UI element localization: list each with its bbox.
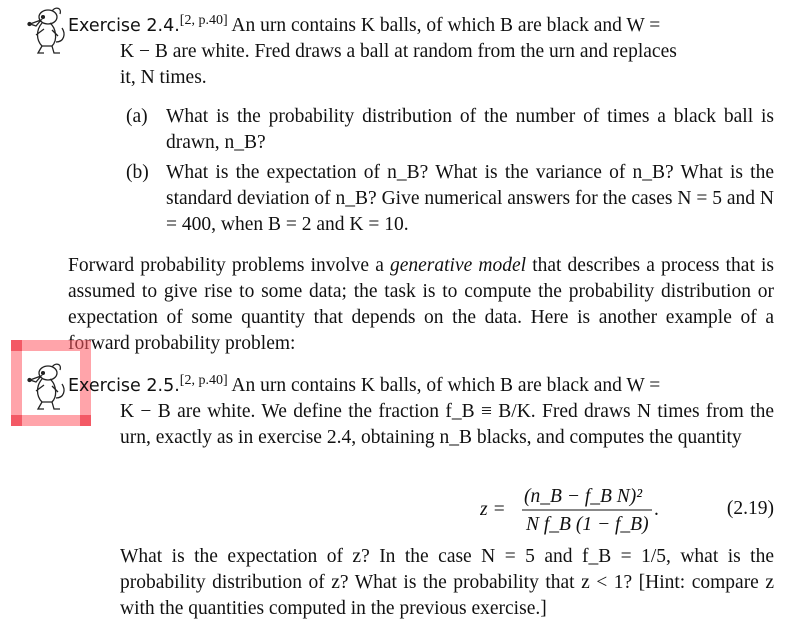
exercise-label: Exercise 2.5.: [68, 376, 180, 396]
exercise-text-line1: An urn contains K balls, of which B are black and W =: [231, 375, 661, 396]
paragraph-text-before: Forward probability problems involve a: [68, 255, 390, 276]
exercise-text-line2: K − B are white. Fred draws a ball at random from the urn and replaces: [120, 41, 677, 62]
paragraph-text-after: that describes a process that is assumed to give rise to some data; the task is to compute the probability distribution or expectation of some quantity that depends on the data. Here is another example of a forward probability problem:: [68, 255, 774, 354]
exercise-2-5-intro: [68, 368, 774, 451]
exercise-part-a: [126, 104, 774, 156]
body-paragraph: [68, 253, 774, 357]
paragraph-emphasis: generative model: [389, 255, 527, 276]
equation-2-19: [120, 478, 774, 536]
exercise-2-4-intro: [68, 8, 774, 91]
part-text: What is the probability distribution of the number of times a black ball is drawn, n_B?: [166, 106, 774, 153]
exercise-2-5-closing: [120, 544, 774, 622]
part-tag: (b): [126, 162, 149, 183]
exercise-text-line3: it, N times.: [120, 67, 207, 88]
part-tag: (a): [126, 106, 148, 127]
highlight-corner: [11, 340, 22, 351]
svg-text:.: .: [654, 499, 659, 520]
difficulty-rating: [2, p.40]: [179, 13, 228, 28]
highlight-corner: [11, 415, 22, 426]
rat-icon: [22, 6, 68, 58]
difficulty-rating: [2, p.40]: [179, 373, 228, 388]
equation-denominator: N f_B (1 − f_B): [526, 514, 649, 535]
exercise-text-line2: K − B are white. We define the fraction f_B ≡ B/K. Fred draws N times from the urn, exactly as in exercise 2.4, obtaining n_B blacks, and computes the quantity: [120, 401, 774, 448]
equation-number: (2.19): [726, 498, 774, 519]
equation-numerator: (n_B − f_B N)²: [524, 486, 643, 507]
exercise-label: Exercise 2.4.: [68, 16, 180, 36]
exercise-2-4-parts: [126, 104, 774, 242]
exercise-text-line1: An urn contains K balls, of which B are black and W =: [231, 15, 661, 36]
part-text: What is the expectation of n_B? What is the variance of n_B? What is the standard deviation of n_B? Give numerical answers for the cases N = 5 and N = 400, when B = 2 and K = 10.: [166, 162, 774, 235]
closing-text: What is the expectation of z? In the case N = 5 and f_B = 1/5, what is the probability distribution of z? What is the probability that z < 1? [Hint: compare z with the quantities computed in the previous exercise.]: [120, 546, 774, 619]
exercise-part-b: [126, 160, 774, 238]
equation-lhs: z =: [480, 499, 506, 520]
equation-fraction: [480, 482, 670, 536]
